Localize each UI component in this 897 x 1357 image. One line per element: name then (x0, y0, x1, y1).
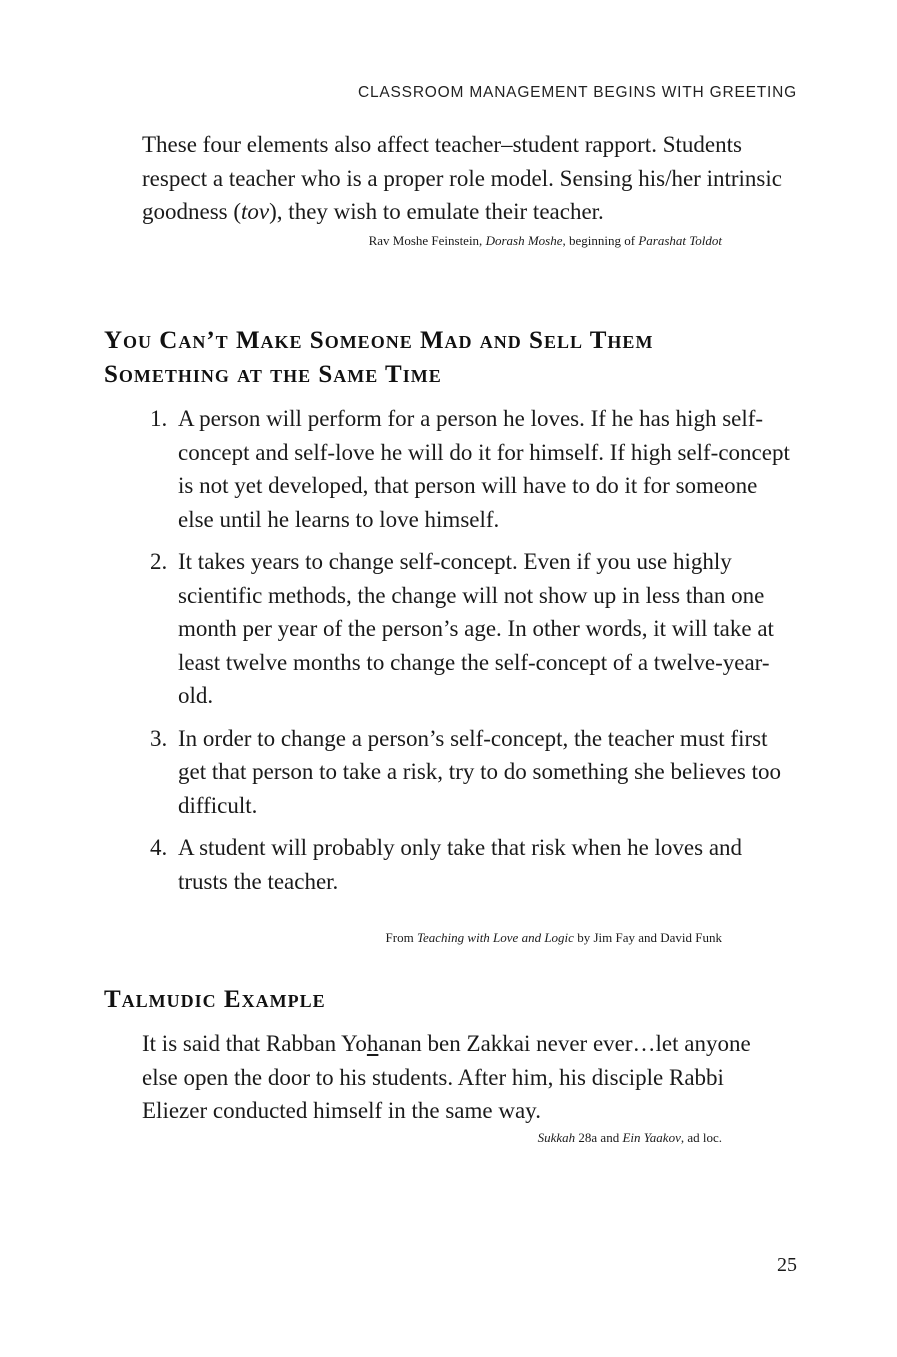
list-item (150, 831, 790, 898)
intro-text-1: These four elements also affect teacher–student rapport. Students respect a teacher who is a proper role model. Sensing his/her intrinsic goodness ( (142, 132, 782, 224)
principles-list (150, 402, 790, 898)
talmudic-citation (142, 1130, 722, 1146)
list-item-number: 3. (150, 725, 168, 751)
section1-citation (142, 930, 722, 946)
intro-paragraph (142, 128, 782, 229)
list-item-number: 1. (150, 406, 168, 431)
citation-ref2: , ad loc. (680, 1129, 722, 1145)
citation-ref1: 28a and (575, 1129, 623, 1145)
list-item (150, 722, 790, 823)
intro-text-2: ), they wish to emulate their teacher. (269, 199, 604, 224)
citation-work: Dorash Moshe (485, 232, 563, 248)
list-item-text: It takes years to change self-concept. Even if you use highly scientific methods, the change will not show up in less than one month per year of the person’s age. In other words, it will take at least twelve months to change the self-concept of a twelve-year-old. (178, 549, 774, 708)
intro-citation (142, 233, 722, 249)
list-item (150, 402, 790, 536)
talmudic-block (142, 1027, 782, 1146)
citation-work: Teaching with Love and Logic (416, 930, 574, 945)
list-item-text: A student will probably only take that risk when he loves and trusts the teacher. (178, 835, 743, 894)
intro-italic-term: tov (241, 199, 270, 224)
list-item-number: 2. (150, 549, 168, 574)
citation-suffix: by Jim Fay and David Funk (573, 930, 722, 945)
section1-heading-line2: Something at the Same Time (104, 361, 442, 388)
citation-work1: Sukkah (537, 1129, 576, 1145)
citation-middle: , beginning of (562, 232, 639, 248)
running-head: CLASSROOM MANAGEMENT BEGINS WITH GREETING (357, 84, 797, 101)
page-number: 25 (777, 1254, 797, 1276)
talmudic-underlined-letter: h (366, 1031, 379, 1056)
list-item (150, 545, 790, 713)
section1-heading-line1: You Can’t Make Someone Mad and Sell Them (104, 327, 654, 354)
citation-prefix: From (385, 930, 417, 945)
talmudic-paragraph (142, 1027, 782, 1128)
citation-author: Rav Moshe Feinstein, (368, 232, 486, 248)
talmudic-text-2: anan ben Zakkai never ever…let anyone else open the door to his students. After him, his disciple Rabbi Eliezer conducted himself in the same way. (142, 1031, 751, 1123)
section2-heading: Talmudic Example (104, 986, 326, 1013)
citation-work2: Ein Yaakov (622, 1129, 681, 1145)
list-item-number: 4. (150, 835, 168, 860)
talmudic-text-1: It is said that Rabban Yo (142, 1031, 367, 1056)
list-item-text: In order to change a person’s self-concept, the teacher must first get that person to take a risk, try to do something she believes too difficult. (178, 725, 781, 818)
citation-section: Parashat Toldot (638, 232, 722, 248)
intro-block (142, 128, 782, 249)
list-item-text: A person will perform for a person he loves. If he has high self-concept and self-love he will do it for himself. If high self-concept is not yet developed, that person will have to do it for someone else until he learns to love himself. (178, 406, 790, 532)
section1-heading (104, 324, 824, 392)
